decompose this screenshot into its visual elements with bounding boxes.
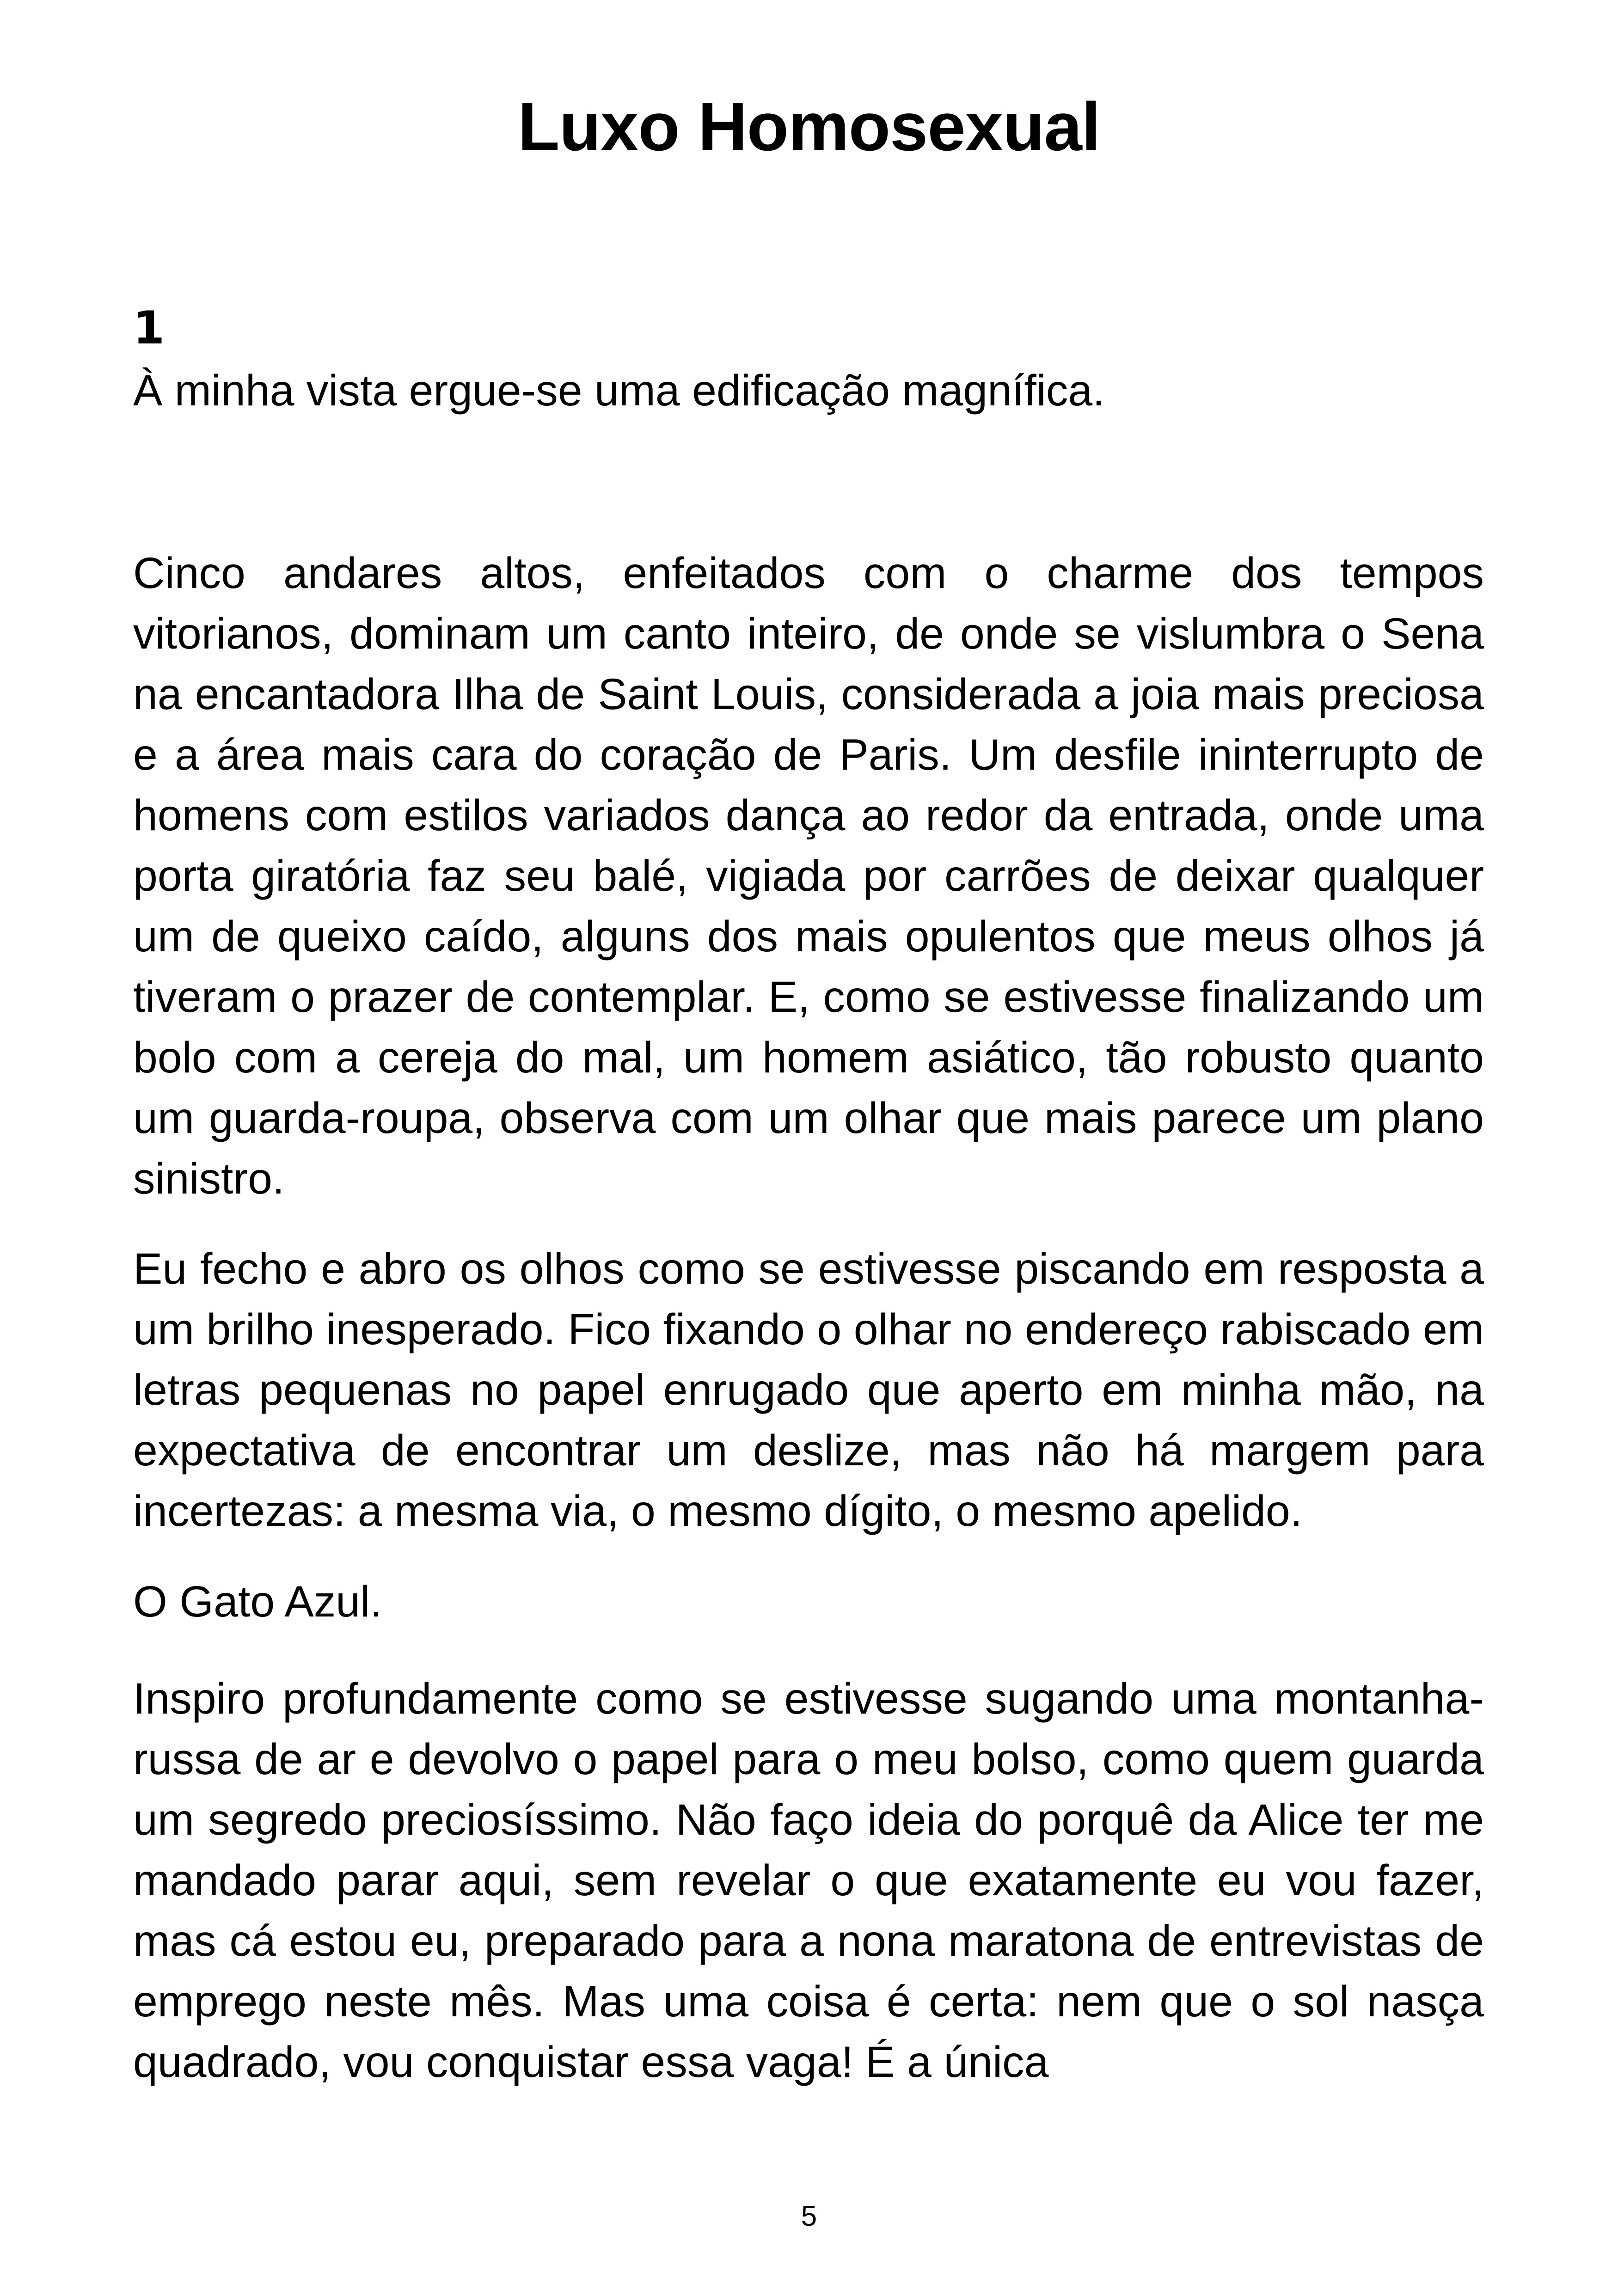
chapter-number: 1 — [133, 302, 165, 355]
page-number: 5 — [801, 2200, 817, 2232]
paragraph: O Gato Azul. — [133, 1577, 382, 1626]
paragraph: Eu fecho e abro os olhos como se estivesse piscando em resposta a um brilho inesperado. Fico fixando o olhar no endereço rabiscado em letras pequenas no papel enrugado que aperto em minha mão, na expectativa de encontrar um deslize, mas não há margem para incertezas: a mesma via, o mesmo dígito, o mesmo apelido. — [133, 1244, 1484, 1536]
opening-line: À minha vista ergue-se uma edificação magnífica. — [133, 366, 1105, 415]
page-title: Luxo Homosexual — [518, 89, 1100, 165]
paragraph: Cinco andares altos, enfeitados com o charme dos tempos vitorianos, dominam um canto inteiro, de onde se vislumbra o Sena na encantadora Ilha de Saint Louis, considerada a joia mais preciosa e a área mais cara do coração de Paris. Um desfile ininterrupto de homens com estilos variados dança ao redor da entrada, onde uma porta giratória faz seu balé, vigiada por carrões de deixar qualquer um de queixo caído, alguns dos mais opulentos que meus olhos já tiveram o prazer de contemplar. E, como se estivesse finalizando um bolo com a cereja do mal, um homem asiático, tão robusto quanto um guarda-roupa, observa com um olhar que mais parece um plano sinistro. — [133, 549, 1484, 1203]
paragraph: Inspiro profundamente como se estivesse sugando uma montanha-russa de ar e devolvo o papel para o meu bolso, como quem guarda um segredo preciosíssimo. Não faço ideia do porquê da Alice ter me mandado parar aqui, sem revelar o que exatamente eu vou fazer, mas cá estou eu, preparado para a nona maratona de entrevistas de emprego neste mês. Mas uma coisa é certa: nem que o sol nasça quadrado, vou conquistar essa vaga! É a única — [133, 1674, 1484, 2087]
